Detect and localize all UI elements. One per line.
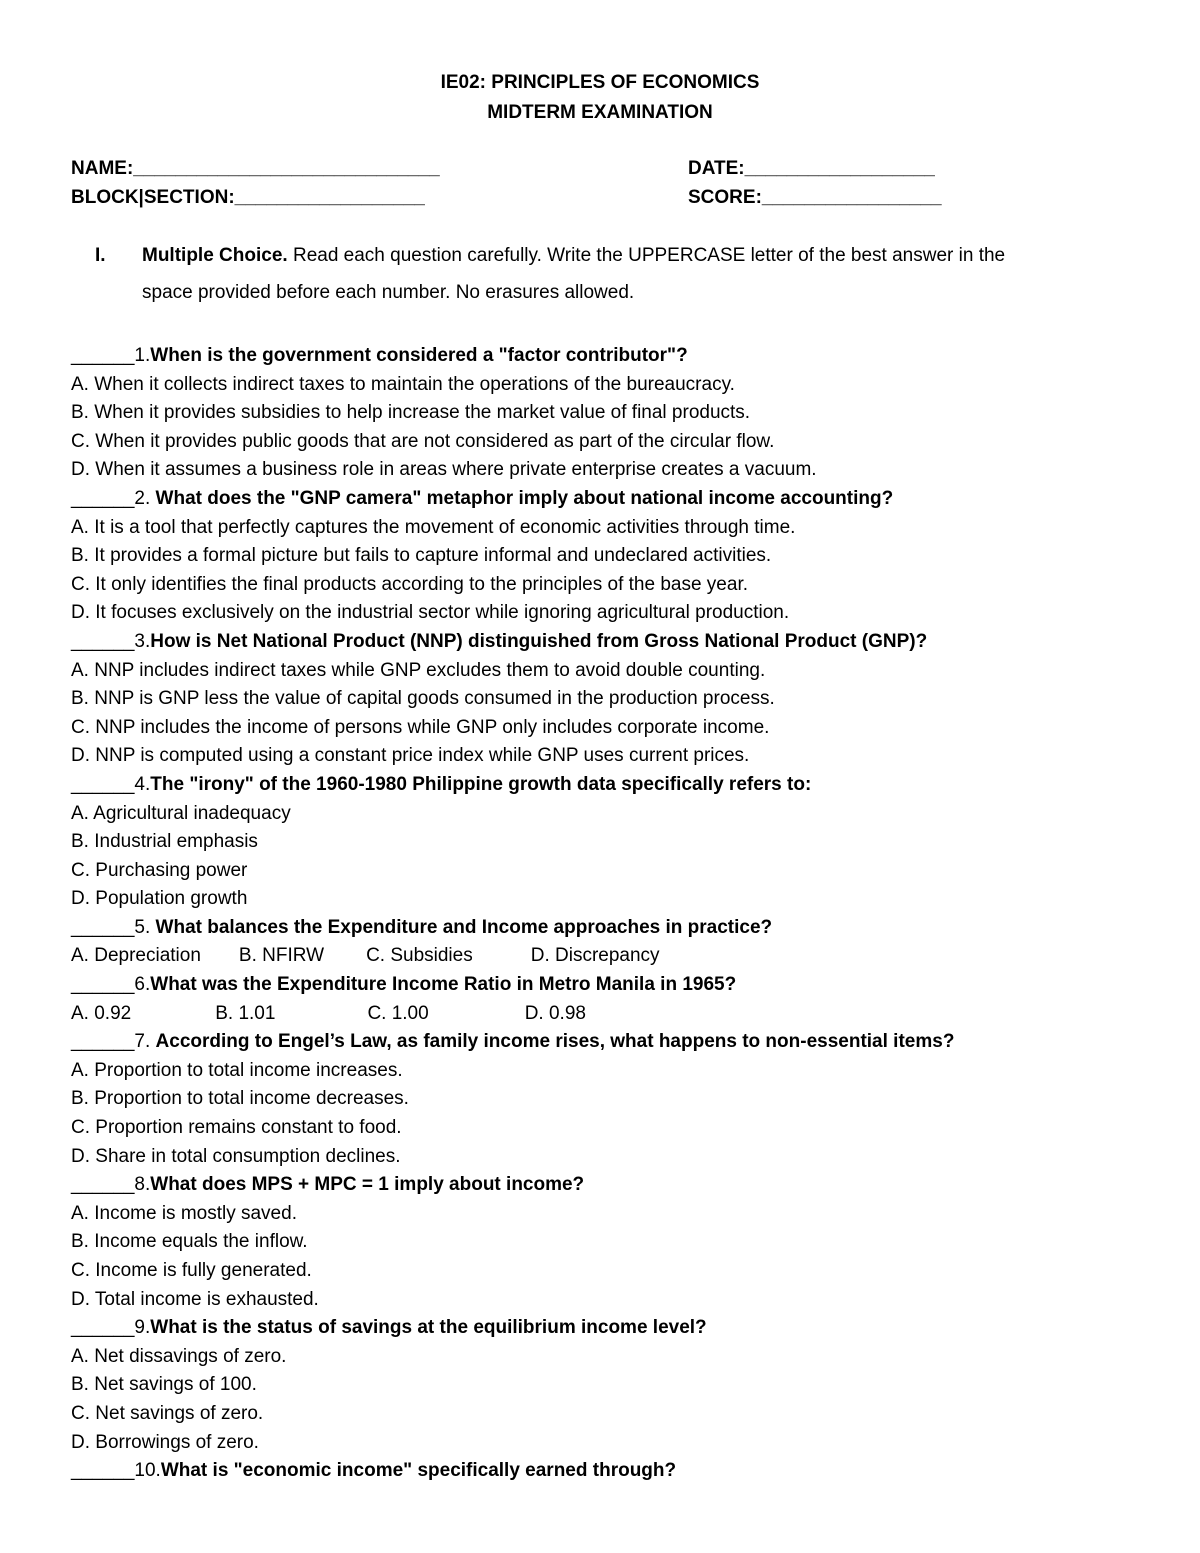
- answer-option: B. Net savings of 100.: [71, 1374, 257, 1396]
- inline-answer-options: [71, 1000, 1171, 1029]
- instructions-text: Read each question carefully. Write the UPPERCASE letter of the best answer in the: [287, 245, 1006, 266]
- question-number: 5.: [134, 916, 156, 938]
- exam-title: IE02: PRINCIPLES OF ECONOMICS: [440, 72, 760, 93]
- answer-blank: ______: [71, 773, 135, 795]
- question-number: 8.: [134, 1174, 151, 1196]
- question-3: [71, 628, 1171, 657]
- answer-blank: ______: [71, 630, 135, 652]
- question-number: 10.: [134, 1460, 161, 1482]
- answer-option: B. It provides a formal picture but fails to capture informal and undeclared activities.: [71, 545, 772, 567]
- question-text: According to Engel’s Law, as family income rises, what happens to non-essential items?: [155, 1031, 955, 1053]
- answer-option: C. NNP includes the income of persons while GNP only includes corporate income.: [71, 716, 770, 738]
- question-number: 1.: [134, 345, 151, 366]
- question-number: 7.: [134, 1031, 156, 1053]
- question-7: [71, 1028, 1171, 1057]
- answer-option: B. Industrial emphasis: [71, 831, 258, 853]
- answer-option: D. Population growth: [71, 888, 248, 910]
- block-section-field: BLOCK|SECTION:__________________: [71, 187, 425, 208]
- answer-option: C. It only identifies the final products according to the principles of the base year.: [71, 573, 748, 595]
- answer-option: C. Proportion remains constant to food.: [71, 1117, 402, 1139]
- instructions-line-2: space provided before each number. No erasures allowed.: [142, 282, 635, 303]
- answer-option: D. NNP is computed using a constant price index while GNP uses current prices.: [71, 745, 750, 767]
- question-text: What is the status of savings at the equilibrium income level?: [150, 1317, 707, 1339]
- answer-blank: ______: [71, 974, 135, 996]
- question-10: [71, 1457, 1171, 1486]
- answer-option: A. 0.92: [71, 1002, 132, 1024]
- answer-option: D. Borrowings of zero.: [71, 1431, 259, 1453]
- question-text: What does MPS + MPC = 1 imply about income?: [150, 1174, 585, 1196]
- answer-option: C. Purchasing power: [71, 859, 248, 881]
- answer-option: B. When it provides subsidies to help increase the market value of final products.: [71, 402, 751, 424]
- date-field: DATE:__________________: [688, 158, 935, 179]
- exam-subtitle: MIDTERM EXAMINATION: [487, 102, 713, 123]
- question-text: What is "economic income" specifically earned through?: [160, 1460, 677, 1482]
- answer-option: A. Net dissavings of zero.: [71, 1345, 287, 1367]
- answer-option: D. 0.98: [524, 1002, 586, 1024]
- question-text: What does the "GNP camera" metaphor imply about national income accounting?: [155, 487, 894, 509]
- question-4: [71, 771, 1171, 800]
- answer-option: A. It is a tool that perfectly captures the movement of economic activities through time.: [71, 516, 796, 538]
- answer-option: A. NNP includes indirect taxes while GNP excludes them to avoid double counting.: [71, 659, 766, 681]
- answer-option: B. NFIRW: [238, 945, 325, 967]
- question-5: [71, 914, 1171, 943]
- question-1: [71, 342, 1171, 371]
- answer-blank: ______: [71, 1460, 135, 1482]
- answer-option: B. Income equals the inflow.: [71, 1231, 308, 1253]
- instructions-heading: Multiple Choice.: [142, 245, 288, 266]
- answer-option: D. Share in total consumption declines.: [71, 1145, 401, 1167]
- question-6: [71, 971, 1171, 1000]
- name-field: NAME:_____________________________: [71, 158, 440, 179]
- question-text: What was the Expenditure Income Ratio in Metro Manila in 1965?: [150, 974, 737, 996]
- answer-option: D. When it assumes a business role in areas where private enterprise creates a vacuum.: [71, 459, 817, 481]
- answer-option: A. When it collects indirect taxes to maintain the operations of the bureaucracy.: [71, 373, 735, 395]
- question-list: [71, 342, 1171, 1486]
- answer-blank: ______: [71, 487, 135, 509]
- question-number: 2.: [134, 487, 156, 509]
- question-number: 9.: [134, 1317, 151, 1339]
- answer-option: D. Total income is exhausted.: [71, 1288, 319, 1310]
- answer-option: A. Agricultural inadequacy: [71, 802, 291, 824]
- inline-answer-options: [71, 942, 1171, 971]
- question-text: The "irony" of the 1960-1980 Philippine growth data specifically refers to:: [150, 773, 812, 795]
- answer-option: B. 1.01: [215, 1002, 276, 1024]
- answer-blank: ______: [71, 1031, 135, 1053]
- answer-option: C. 1.00: [367, 1002, 429, 1024]
- answer-blank: ______: [71, 1317, 135, 1339]
- answer-option: A. Income is mostly saved.: [71, 1202, 297, 1224]
- answer-option: B. NNP is GNP less the value of capital goods consumed in the production process.: [71, 688, 775, 710]
- section-numeral: I.: [95, 245, 106, 266]
- question-text: How is Net National Product (NNP) distinguished from Gross National Product (GNP)?: [150, 630, 928, 652]
- question-number: 3.: [134, 630, 151, 652]
- instructions-line-1: [142, 245, 1005, 267]
- answer-blank: ______: [71, 916, 135, 938]
- question-text: What balances the Expenditure and Income approaches in practice?: [155, 916, 773, 938]
- question-number: 4.: [134, 773, 151, 795]
- answer-option: D. It focuses exclusively on the industrial sector while ignoring agricultural production.: [71, 602, 790, 624]
- score-field: SCORE:_________________: [688, 187, 942, 208]
- question-2: [71, 485, 1171, 514]
- answer-option: C. Income is fully generated.: [71, 1260, 312, 1281]
- question-number: 6.: [134, 974, 151, 996]
- question-8: [71, 1171, 1171, 1200]
- answer-option: A. Depreciation: [71, 945, 201, 967]
- answer-option: A. Proportion to total income increases.: [71, 1059, 403, 1081]
- answer-option: C. When it provides public goods that are not considered as part of the circular flow.: [71, 430, 775, 452]
- question-9: [71, 1314, 1171, 1343]
- answer-blank: ______: [71, 345, 135, 366]
- answer-option: C. Subsidies: [366, 945, 473, 967]
- answer-blank: ______: [71, 1174, 135, 1196]
- answer-option: B. Proportion to total income decreases.: [71, 1088, 409, 1110]
- question-text: When is the government considered a "factor contributor"?: [150, 345, 688, 366]
- answer-option: D. Discrepancy: [530, 945, 660, 967]
- answer-option: C. Net savings of zero.: [71, 1402, 264, 1424]
